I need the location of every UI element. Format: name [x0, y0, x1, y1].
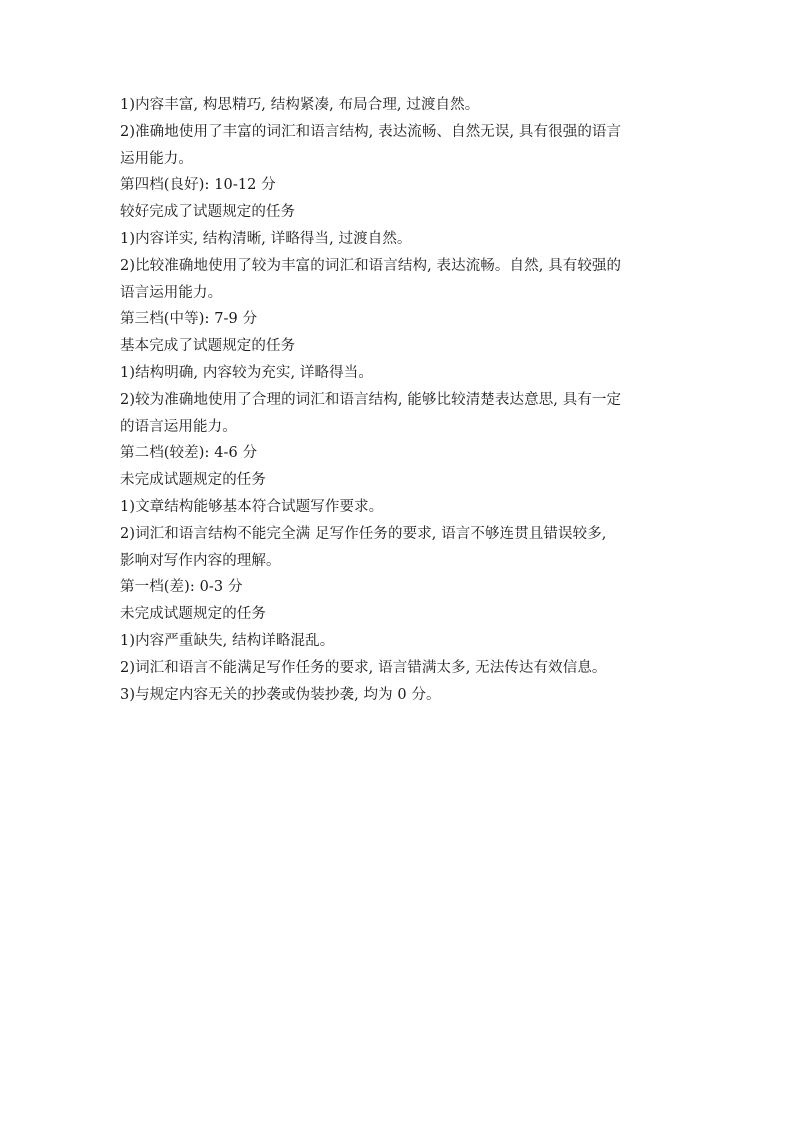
text-line: 2)词汇和语言结构不能完全满 足写作任务的要求, 语言不够连贯且错误较多,	[120, 525, 607, 542]
text-line: 的语言运用能力。	[120, 418, 237, 435]
section-heading: 第四档(良好): 10-12 分	[120, 177, 276, 194]
text-line: 1)文章结构能够基本符合试题写作要求。	[120, 498, 384, 515]
text-line: 3)与规定内容无关的抄袭或伪装抄袭, 均为 0 分。	[120, 686, 441, 703]
text-line: 2)词汇和语言不能满足写作任务的要求, 语言错满太多, 无法传达有效信息。	[120, 659, 607, 676]
text-line: 2)比较准确地使用了较为丰富的词汇和语言结构, 表达流畅。自然, 具有较强的	[120, 257, 622, 274]
section-heading: 第三档(中等): 7-9 分	[120, 311, 258, 328]
text-line: 未完成试题规定的任务	[120, 606, 266, 623]
text-line: 未完成试题规定的任务	[120, 472, 266, 489]
text-line: 1)内容丰富, 构思精巧, 结构紧凑, 布局合理, 过渡自然。	[120, 97, 480, 113]
text-line: 1)结构明确, 内容较为充实, 详略得当。	[120, 364, 373, 381]
document-body	[120, 92, 690, 708]
text-line: 较好完成了试题规定的任务	[120, 204, 296, 221]
text-line: 2)准确地使用了丰富的词汇和语言结构, 表达流畅、自然无误, 具有很强的语言	[120, 123, 622, 140]
text-line: 1)内容严重缺失, 结构详略混乱。	[120, 632, 335, 649]
text-line: 影响对写作内容的理解。	[120, 552, 281, 569]
section-heading: 第一档(差): 0-3 分	[120, 579, 243, 596]
text-line: 运用能力。	[120, 150, 193, 167]
section-heading: 第二档(较差): 4-6 分	[120, 445, 258, 462]
text-line: 2)较为准确地使用了合理的词汇和语言结构, 能够比较清楚表达意思, 具有一定	[120, 391, 622, 408]
text-line: 语言运用能力。	[120, 284, 223, 301]
text-line: 1)内容详实, 结构清晰, 详略得当, 过渡自然。	[120, 230, 412, 247]
text-line: 基本完成了试题规定的任务	[120, 338, 296, 355]
